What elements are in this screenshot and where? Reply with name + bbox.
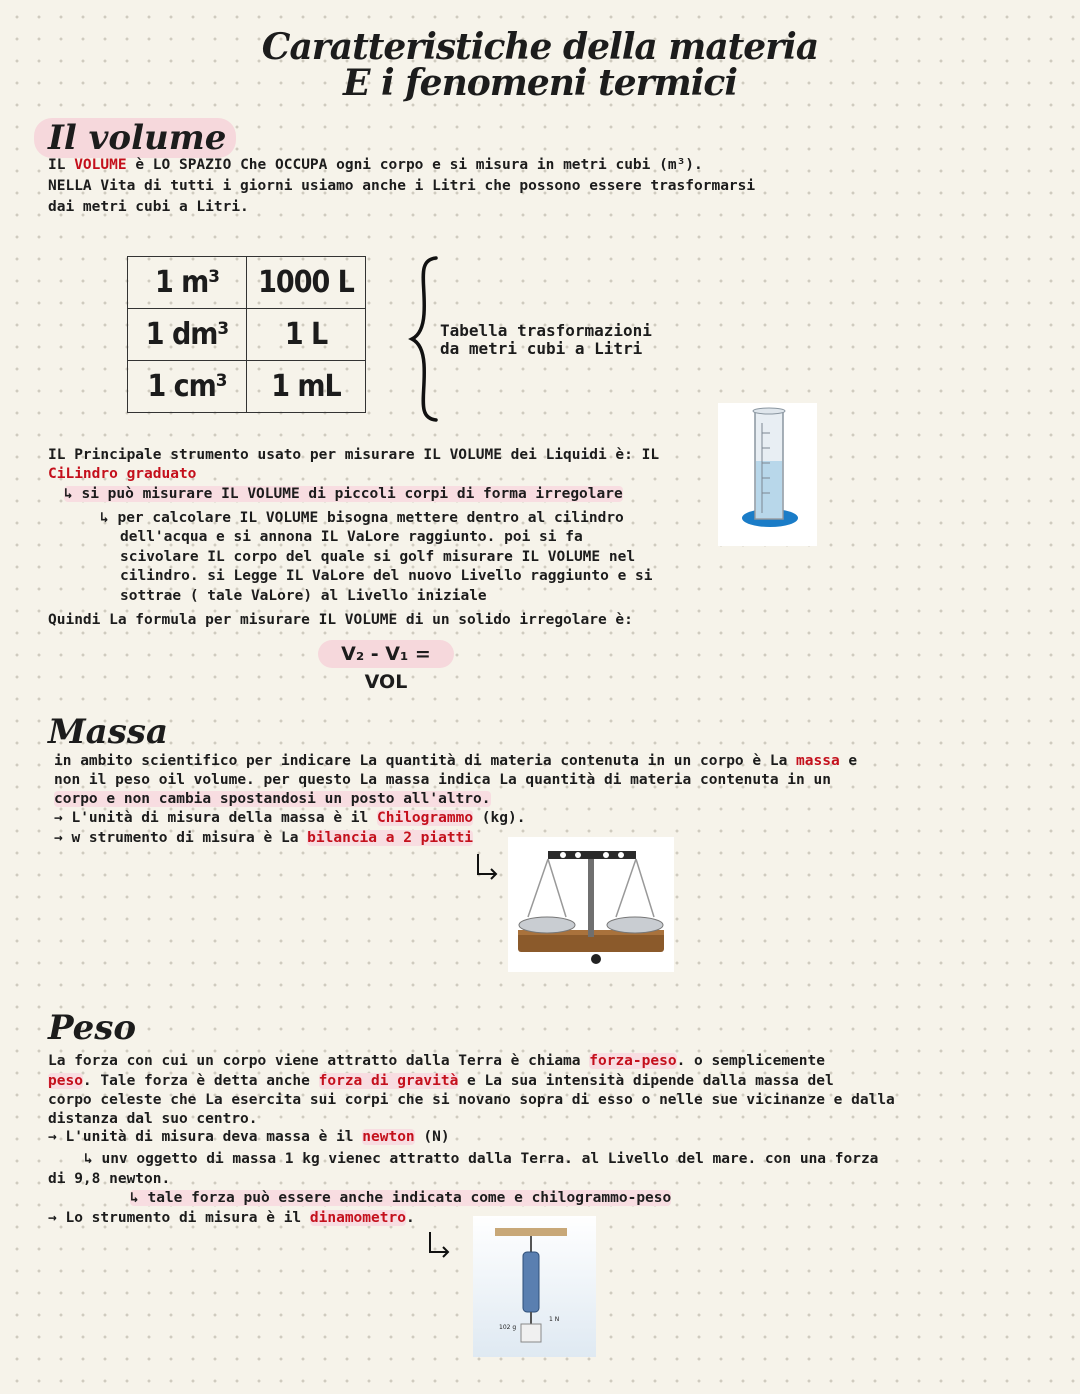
table-note-line-1: Tabella trasformazioni bbox=[440, 321, 652, 340]
mass-line-2: non il peso oil volume. per questo La massa indica La quantità di materia contenuta in un bbox=[54, 772, 831, 788]
table-cell: 1000 L bbox=[247, 257, 366, 309]
section-heading-weight: Peso bbox=[48, 1008, 137, 1048]
table-cell: 1 m³ bbox=[128, 257, 247, 309]
table-cell: 1 cm³ bbox=[128, 361, 247, 413]
mass-line-4: → L'unità di misura della massa è il Chilogrammo (kg). bbox=[54, 810, 526, 826]
graduated-cylinder-image bbox=[718, 403, 817, 546]
table-row bbox=[128, 309, 366, 361]
dynamometer-image bbox=[473, 1216, 596, 1357]
formula-intro: Quindi La formula per misurare IL VOLUME di un solido irregolare è: bbox=[48, 612, 633, 628]
weight-line-3: corpo celeste che La esercita sui corpi che si novano sopra di esso o nelle sue vicinanze e dalla bbox=[48, 1092, 895, 1108]
procedure-line-3: scivolare IL corpo del quale si golf misurare IL VOLUME nel bbox=[120, 549, 636, 565]
weight-line-7: di 9,8 newton. bbox=[48, 1171, 171, 1187]
weight-line-4: distanza dal suo centro. bbox=[48, 1111, 258, 1127]
cylinder-use-line: ↳ si può misurare IL VOLUME di piccoli corpi di forma irregolare bbox=[64, 486, 623, 502]
mass-line-1: in ambito scientifico per indicare La quantità di materia contenuta in un corpo è La massa e bbox=[54, 753, 858, 769]
corner-arrow-icon bbox=[474, 852, 500, 880]
weight-line-6: ↳ unv oggetto di massa 1 kg vienec attratto dalla Terra. al Livello del mare. con una forza bbox=[84, 1151, 879, 1167]
procedure-line-4: cilindro. si Legge IL VaLore del nuovo Livello raggiunto e si bbox=[120, 568, 653, 584]
table-note-line-2: da metri cubi a Litri bbox=[440, 339, 643, 358]
page-title: Caratteristiche della materia bbox=[261, 26, 819, 68]
volume-intro-line-3: dai metri cubi a Litri. bbox=[48, 199, 249, 215]
weight-line-2: peso. Tale forza è detta anche forza di gravità e La sua intensità dipende dalla massa del bbox=[48, 1073, 834, 1089]
cylinder-term: CiLindro graduato bbox=[48, 466, 197, 482]
weight-line-5: → L'unità di misura deva massa è il newton (N) bbox=[48, 1129, 450, 1145]
weight-line-8: ↳ tale forza può essere anche indicata come e chilogrammo-peso bbox=[130, 1190, 672, 1206]
procedure-line-2: dell'acqua e si annona IL VaLore raggiunto. poi si fa bbox=[120, 529, 583, 545]
mass-line-3: corpo e non cambia spostandosi un posto all'altro. bbox=[54, 791, 491, 807]
table-row bbox=[128, 361, 366, 413]
volume-intro-line-2: NELLA Vita di tutti i giorni usiamo anche i Litri che possono essere trasformarsi bbox=[48, 178, 756, 194]
mass-label: 102 g bbox=[499, 1324, 517, 1331]
conversion-table bbox=[127, 256, 366, 413]
procedure-line-5: sottrae ( tale VaLore) al Livello iniziale bbox=[120, 588, 487, 604]
table-cell: 1 L bbox=[247, 309, 366, 361]
table-row bbox=[128, 257, 366, 309]
cylinder-intro-line: IL Principale strumento usato per misurare IL VOLUME dei Liquidi è: IL bbox=[48, 447, 660, 463]
section-heading-mass: Massa bbox=[48, 712, 168, 752]
curly-brace-icon bbox=[408, 254, 444, 424]
weight-line-1: La forza con cui un corpo viene attratto dalla Terra è chiama forza-peso. o semplicemente bbox=[48, 1053, 825, 1069]
force-label: 1 N bbox=[549, 1316, 560, 1323]
table-cell: 1 mL bbox=[247, 361, 366, 413]
balance-scale-image bbox=[508, 837, 674, 972]
section-heading-volume: Il volume bbox=[34, 118, 236, 158]
page-subtitle: E i fenomeni termici bbox=[343, 62, 737, 104]
procedure-line-1: ↳ per calcolare IL VOLUME bisogna mettere dentro al cilindro bbox=[100, 510, 624, 526]
volume-formula: V₂ - V₁ = VOL bbox=[318, 640, 454, 668]
volume-intro-line-1: IL VOLUME è LO SPAZIO Che OCCUPA ogni corpo e si misura in metri cubi (m³). bbox=[48, 157, 703, 173]
mass-line-5: → w strumento di misura è La bilancia a 2 piatti bbox=[54, 830, 474, 846]
table-cell: 1 dm³ bbox=[128, 309, 247, 361]
corner-arrow-icon bbox=[426, 1230, 452, 1258]
weight-line-9: → Lo strumento di misura è il dinamometro. bbox=[48, 1210, 415, 1226]
